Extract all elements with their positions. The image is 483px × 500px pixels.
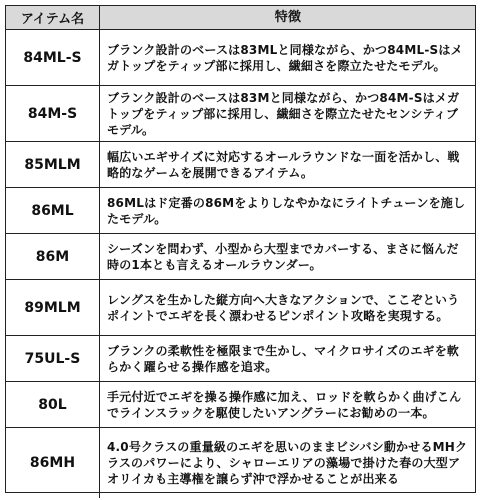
item-description [100,30,475,85]
table-header-row [6,6,475,30]
item-name: 84ML-S [6,30,100,85]
item-description [100,234,475,279]
item-description-text: 手元付近でエギを操る操作感に加え、ロッドを軟らかく曲げこんでラインスラックを駆使したいアングラーにお勧めの一本。 [107,389,462,420]
item-description-text: 4.0号クラスの重量級のエギを思いのままビシバシ動かせるMHクラスのパワーにより、シャローエリアの藻場で掛けた春の大型アオリイカも主導権を譲らず沖で浮かせることが出来る [107,440,468,486]
table-row [6,382,475,428]
table-row [6,30,475,86]
item-name: 75UL-S [6,336,100,381]
item-name: 85MLM [6,142,100,187]
item-name: 86MH [6,428,100,498]
header-feature: 特徴 [274,9,302,25]
table-row [6,280,475,336]
item-description [100,336,475,381]
table-row [6,234,475,280]
item-description [100,86,475,141]
item-description-text: ブランクの柔軟性を極限まで生かし、マイクロサイズのエギを軟らかく躍らせる操作感を追求。 [107,343,460,374]
item-description [100,142,475,187]
item-description-text: ブランク設計のベースは83MLと同様ながら、かつ84ML-Sはメガトップをティップ部に採用し、繊細さを際立たせたモデル。 [107,42,463,73]
item-description-text: レングスを生かした縦方向へ大きなアクションで、ここぞというポイントでエギを長く漂わせるピンポイント攻略を実現する。 [107,292,460,323]
table-row [6,86,475,142]
item-description-text: 幅広いエギサイズに対応するオールラウンドな一面を活かし、戦略的なゲームを展開できるアイテム。 [107,149,460,180]
item-description [100,188,475,233]
item-name: 80L [6,382,100,427]
table-row [6,142,475,188]
item-description-text: ブランク設計のベースは83Mと同様ながら、かつ84M-Sはメガトップをティップ部に採用し、繊細さを際立たせたセンシティブモデル。 [107,90,460,137]
item-name: 86ML [6,188,100,233]
table-row [6,188,475,234]
table-row [6,336,475,382]
item-description [100,428,475,498]
item-name: 89MLM [6,280,100,335]
item-description-text: シーズンを問わず、小型から大型までカバーする、まさに悩んだ時の1本とも言えるオールラウンダー。 [107,241,459,272]
item-name: 84M-S [6,86,100,141]
product-table [5,5,476,493]
header-item-name: アイテム名 [6,6,100,29]
item-description [100,280,475,335]
item-name: 86M [6,234,100,279]
item-description-text: 86MLはド定番の86Mをよりしなやかなにライトチューンを施したモデル。 [107,195,466,226]
table-row [6,428,475,498]
item-description [100,382,475,427]
